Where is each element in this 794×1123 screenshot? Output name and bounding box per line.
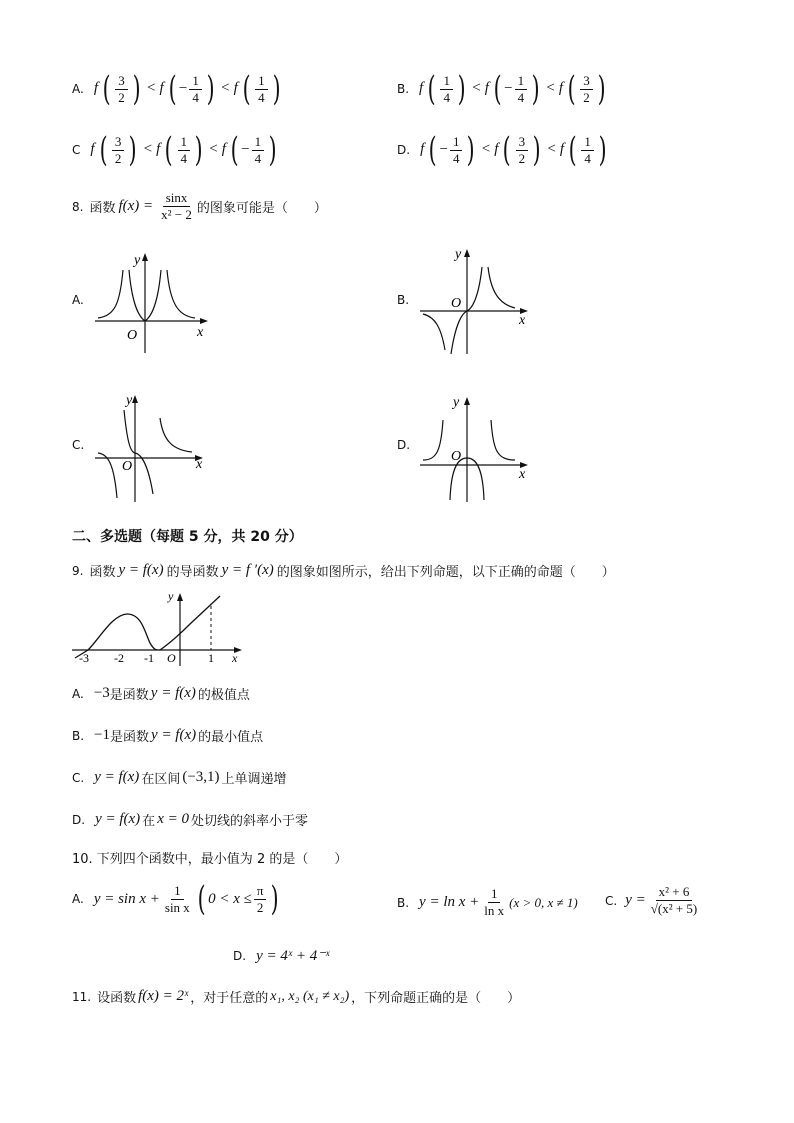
fraction: [581, 134, 594, 167]
less-than-sign: <: [547, 141, 556, 158]
less-than-sign: <: [481, 141, 491, 158]
numerator: 1: [581, 134, 594, 151]
denominator: 2: [256, 899, 264, 915]
q11-func: f(x) = 2ˣ: [138, 988, 189, 1004]
less-than-sign: <: [472, 80, 481, 97]
denominator: 2: [518, 150, 526, 166]
fraction: [252, 134, 265, 167]
y-axis-label: y: [168, 589, 174, 603]
q8-stem: [72, 190, 327, 223]
x-axis-label: x: [519, 313, 526, 328]
y-axis-arrow: [464, 397, 470, 405]
denominator: 4: [452, 150, 460, 166]
q8-graph-d[interactable]: [415, 390, 540, 505]
option-pre: y = sin x +: [93, 890, 160, 907]
fraction: [516, 134, 529, 167]
graph-a-label: A.: [72, 293, 84, 307]
denominator: √(x² + 5): [650, 901, 698, 916]
numerator: 1: [450, 134, 463, 151]
option-tail: 的极值点: [197, 688, 250, 703]
denominator: 4: [258, 89, 265, 105]
x-axis-arrow: [200, 318, 208, 324]
tick-1: 1: [208, 651, 214, 665]
numerator: 1: [189, 73, 202, 90]
q8-function: f(x) =: [118, 198, 154, 214]
graph-c-label: C.: [72, 438, 85, 452]
origin-label: O: [451, 296, 462, 311]
tick-minus-3: -3: [79, 651, 89, 665]
condition-fraction: [254, 883, 267, 916]
fraction: [178, 134, 191, 167]
tick-minus-1: -1: [144, 651, 154, 665]
left-paren: (: [568, 130, 577, 170]
q9-text-a: 函数: [89, 565, 116, 580]
left-paren: (: [230, 130, 239, 170]
option-pre: y =: [625, 892, 646, 908]
condition: 0 < x ≤: [208, 890, 252, 907]
y-axis-label: y: [453, 395, 460, 410]
right-paren: ): [268, 130, 277, 170]
right-paren: ): [532, 130, 541, 170]
q10-option-b[interactable]: [397, 886, 578, 919]
numerator: 1: [252, 134, 265, 151]
option-math: −3: [93, 685, 110, 701]
condition: (x > 0, x ≠ 1): [509, 894, 578, 910]
right-paren: ): [128, 130, 137, 170]
function-symbol: f: [494, 141, 499, 158]
q10-option-a[interactable]: [72, 879, 282, 919]
denominator: x² − 2: [161, 207, 192, 222]
y-axis-arrow: [177, 593, 183, 601]
numerator: sinx: [163, 190, 191, 207]
q9-stem: [72, 561, 615, 580]
question-number: 9.: [72, 563, 84, 578]
option-expr: y = 4ˣ + 4⁻ˣ: [256, 948, 330, 964]
fraction: [255, 73, 268, 106]
x-axis-label: x: [519, 467, 526, 482]
fraction: [580, 73, 593, 106]
option-label: A.: [72, 892, 84, 906]
function-symbol: f: [159, 80, 164, 97]
option-text: 是函数: [109, 688, 149, 703]
option-tail: 的最小值点: [198, 730, 264, 745]
left-paren: (: [503, 130, 511, 170]
q7-option-d[interactable]: [397, 130, 609, 170]
q10-option-c[interactable]: [605, 884, 702, 917]
y-axis-arrow: [142, 253, 148, 261]
q7-option-a[interactable]: [72, 69, 283, 109]
numerator: 1: [488, 886, 501, 903]
y-axis-arrow: [464, 249, 470, 257]
less-than-sign: <: [143, 141, 153, 158]
less-than-sign: <: [221, 80, 230, 97]
right-paren: ): [531, 69, 540, 109]
graph-d-label: D.: [397, 438, 411, 452]
numerator: 1: [255, 73, 268, 90]
option-fraction: [481, 886, 507, 919]
left-paren: (: [102, 69, 111, 109]
function-symbol: f: [559, 141, 565, 158]
q11-text-b: ，对于任意的: [190, 991, 269, 1006]
left-paren: (: [567, 69, 576, 109]
q9-option-c[interactable]: [72, 768, 287, 787]
y-axis-label: y: [455, 247, 462, 262]
q7-option-c[interactable]: [72, 130, 279, 170]
option-math: −1: [94, 727, 111, 743]
denominator: 4: [192, 89, 199, 105]
q11-stem: [72, 987, 520, 1006]
fraction: [440, 73, 453, 106]
left-paren: (: [164, 130, 173, 170]
minus-sign: −: [241, 141, 250, 158]
q9-text-c: 的图象如图所示，给出下列命题，以下正确的命题（ ）: [276, 565, 615, 580]
q7-option-b[interactable]: [397, 69, 608, 109]
y-axis-arrow: [132, 395, 138, 403]
numerator: π: [254, 883, 267, 900]
option-tail: 处切线的斜率小于零: [190, 814, 308, 829]
left-paren: (: [428, 130, 437, 170]
fraction: [189, 73, 202, 106]
numerator: 1: [440, 73, 453, 90]
denominator: 2: [118, 89, 125, 105]
numerator: 3: [112, 134, 125, 151]
function-symbol: f: [93, 80, 98, 97]
section-heading: 二、多选题（每题 5 分，共 20 分）: [72, 529, 303, 545]
q11-text-c: ，下列命题正确的是（ ）: [351, 991, 521, 1006]
denominator: 4: [584, 150, 591, 166]
q10-stem: 10. 下列四个函数中，最小值为 2 的是（ ）: [72, 852, 348, 867]
option-label: B.: [72, 728, 85, 743]
origin-label: O: [167, 651, 176, 665]
option-pre: y = ln x +: [419, 894, 480, 910]
question-number: 11.: [72, 989, 92, 1004]
option-point: x = 0: [157, 811, 189, 827]
q8-graph-a[interactable]: [90, 248, 215, 358]
fraction: [515, 73, 528, 106]
q8-graph-c[interactable]: [90, 390, 215, 505]
function-symbol: f: [221, 141, 226, 158]
option-text: 在区间: [141, 772, 181, 787]
option-label: D.: [397, 143, 411, 157]
denominator: 2: [583, 89, 590, 105]
fraction: [450, 134, 463, 167]
option-label: C.: [605, 893, 618, 908]
q8-suffix: 的图象可能是（ ）: [196, 201, 327, 216]
left-paren: (: [168, 69, 177, 109]
function-symbol: f: [484, 80, 489, 97]
right-paren: ): [194, 130, 203, 170]
denominator: ln x: [484, 903, 505, 918]
q7a-expression: [93, 69, 283, 109]
option-label: B.: [397, 82, 410, 96]
numerator: 1: [515, 73, 528, 90]
x-axis-label: x: [196, 457, 203, 472]
q10-option-d[interactable]: [233, 946, 329, 965]
left-paren: (: [242, 69, 251, 109]
right-paren: ): [597, 69, 606, 109]
right-paren: ): [457, 69, 466, 109]
minus-sign: −: [504, 80, 513, 97]
option-func: y = f(x): [151, 727, 197, 743]
x-axis-label: x: [232, 651, 238, 665]
option-fraction: [162, 883, 193, 916]
denominator: sin x: [164, 899, 190, 915]
option-fraction: [648, 884, 701, 917]
function-symbol: f: [558, 80, 564, 97]
graph-b-label: B.: [397, 293, 410, 307]
q9-option-d[interactable]: [72, 810, 308, 829]
option-tail: 上单调递增: [221, 772, 287, 787]
option-interval: (−3,1): [182, 769, 220, 785]
minus-sign: −: [178, 80, 188, 97]
option-label: B.: [397, 895, 410, 910]
question-number: 8.: [72, 199, 84, 214]
q9-derivative-graph[interactable]: [70, 588, 250, 668]
option-text: 是函数: [110, 730, 150, 745]
less-than-sign: <: [546, 80, 555, 97]
q7d-expression: [420, 130, 609, 170]
q9-f1: y = f(x): [118, 562, 164, 578]
option-label: A.: [72, 686, 84, 701]
function-symbol: f: [420, 141, 425, 158]
q9-option-b[interactable]: [72, 726, 263, 745]
less-than-sign: <: [209, 141, 218, 158]
left-paren: (: [493, 69, 502, 109]
x-axis-label: x: [197, 325, 204, 340]
left-paren: (: [197, 879, 206, 919]
option-label: D.: [72, 812, 86, 827]
option-label: C.: [72, 770, 85, 785]
function-symbol: f: [233, 80, 238, 97]
derivative-line: [160, 596, 220, 650]
right-paren: ): [467, 130, 476, 170]
numerator: 1: [178, 134, 191, 151]
numerator: 1: [171, 883, 184, 900]
q7c-expression: [90, 130, 279, 170]
q9-f2: y = f ′(x): [221, 562, 274, 578]
right-paren: ): [271, 879, 280, 919]
option-func: y = f(x): [150, 685, 196, 701]
fraction: [115, 73, 128, 106]
option-label: A.: [72, 82, 84, 96]
denominator: 2: [114, 150, 122, 166]
origin-label: O: [451, 449, 462, 464]
denominator: 4: [517, 89, 525, 105]
denominator: 4: [443, 89, 450, 105]
right-paren: ): [132, 69, 141, 109]
function-symbol: f: [156, 141, 161, 158]
numerator: x² + 6: [656, 884, 693, 901]
q8-graph-b[interactable]: [415, 242, 540, 357]
option-label: C: [72, 143, 81, 157]
q9-option-a[interactable]: [72, 684, 250, 703]
q7b-expression: [419, 69, 608, 109]
q11-vars: x₁, x₂ (x₁ ≠ x₂): [270, 988, 350, 1004]
numerator: 3: [580, 73, 593, 90]
right-paren: ): [206, 69, 215, 109]
option-label: D.: [233, 948, 247, 963]
denominator: 4: [180, 150, 187, 166]
y-axis-label: y: [126, 393, 133, 408]
denominator: 4: [254, 150, 262, 166]
function-symbol: f: [419, 80, 424, 97]
left-paren: (: [427, 69, 436, 109]
q8-fraction: [158, 190, 195, 223]
tick-minus-2: -2: [114, 651, 124, 665]
numerator: 3: [516, 134, 529, 151]
right-paren: ): [598, 130, 607, 170]
origin-label: O: [122, 459, 133, 474]
option-text: 在: [142, 814, 156, 829]
less-than-sign: <: [147, 80, 156, 97]
option-math: y = f(x): [95, 811, 141, 827]
y-axis-label: y: [134, 253, 141, 268]
fraction: [112, 134, 125, 167]
minus-sign: −: [439, 141, 448, 158]
numerator: 3: [115, 73, 128, 90]
left-paren: (: [99, 130, 108, 170]
q11-text-a: 设函数: [97, 991, 137, 1006]
right-paren: ): [272, 69, 281, 109]
option-math: y = f(x): [94, 769, 140, 785]
q9-text-b: 的导函数: [166, 565, 219, 580]
q8-prefix: 函数: [89, 201, 116, 216]
function-symbol: f: [90, 141, 95, 158]
origin-label: O: [127, 328, 138, 343]
